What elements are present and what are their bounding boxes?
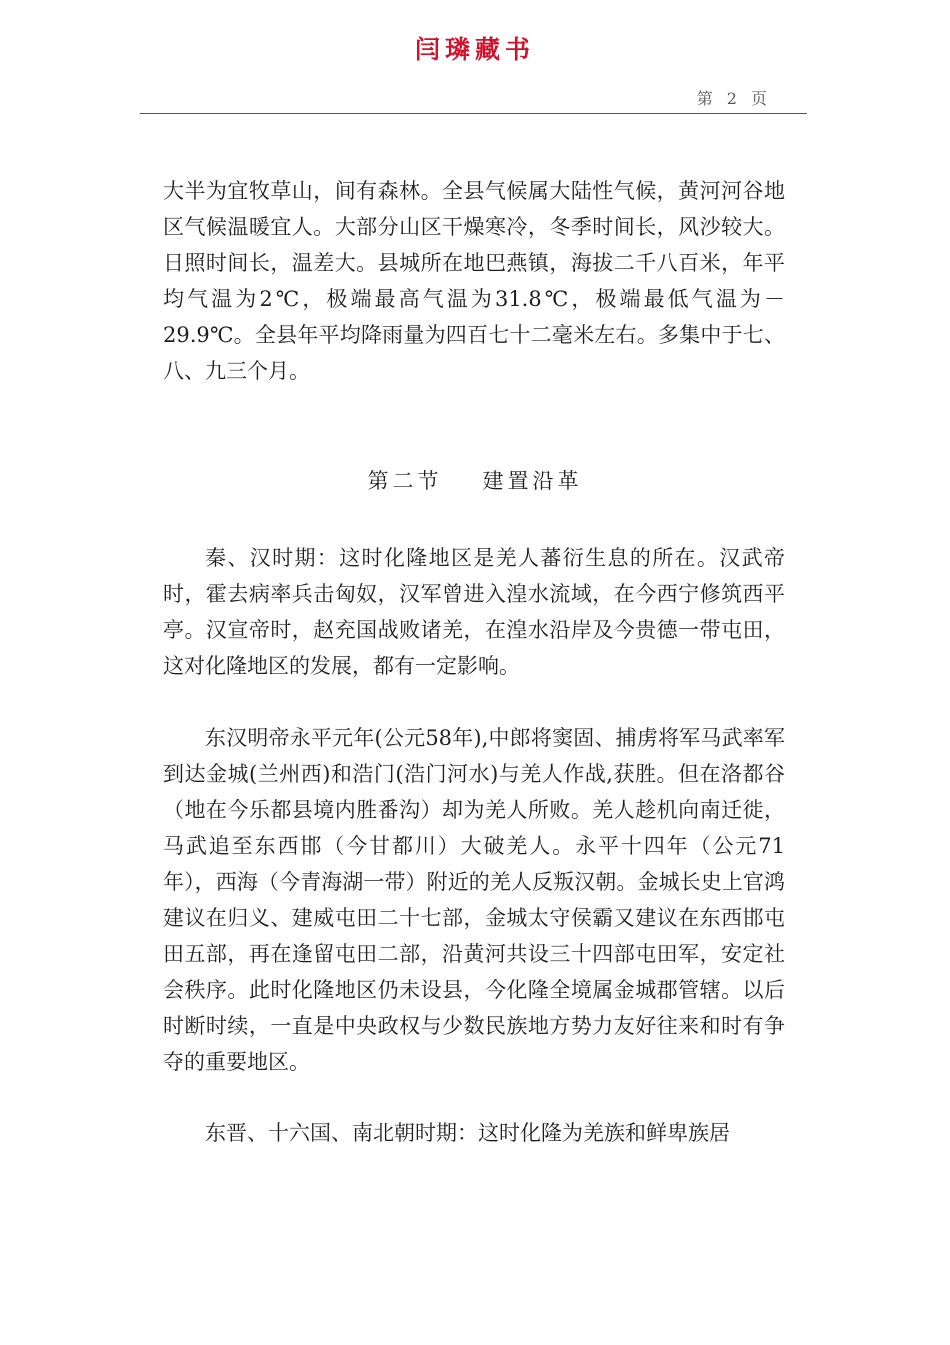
page-number-prefix: 第: [696, 89, 715, 108]
page-number-value: 2: [726, 89, 739, 108]
section-number: 第二节: [367, 469, 443, 493]
paragraph-eastern-han: 东汉明帝永平元年(公元58年),中郎将窦固、捕虏将军马武率军到达金城(兰州西)和浩门(浩门河水)与羌人作战,获胜。但在洛都谷（地在今乐都县境内胜番沟）却为羌人所败。羌人趁机向南迁徙，马武追至东西邯（今甘都川）大破羌人。永平十四年（公元71年），西海（今青海湖一带）附近的羌人反叛汉朝。金城长史上官鸿建议在归义、建威屯田二十七部，金城太守侯霸又建议在东西邯屯田五部，再在逢留屯田二部，沿黄河共设三十四部屯田军，安定社会秩序。此时化隆地区仍未设县，今化隆全境属金城郡管辖。以后时断时续，一直是中央政权与少数民族地方势力友好往来和时有争夺的重要地区。: [163, 726, 785, 1074]
page-number: [691, 86, 775, 109]
section-title: 建置沿革: [482, 469, 583, 493]
paragraph-climate: 大半为宜牧草山，间有森林。全县气候属大陆性气候，黄河河谷地区气候温暖宜人。大部分山区干燥寒冷，冬季时间长，风沙较大。日照时间长，温差大。县城所在地巴燕镇，海拔二千八百米，年平均气温为2℃，极端最高气温为31.8℃，极端最低气温为－29.9℃。全县年平均降雨量为四百七十二毫米左右。多集中于七、八、九三个月。: [163, 179, 785, 383]
paragraph-eastern-jin: 东晋、十六国、南北朝时期：这时化隆为羌族和鲜卑族居: [205, 1121, 730, 1145]
page-number-suffix: 页: [750, 89, 769, 108]
collection-stamp-title: 闫璘藏书: [414, 35, 535, 64]
paragraph-qin-han: 秦、汉时期：这时化隆地区是羌人蕃衍生息的所在。汉武帝时，霍去病率兵击匈奴，汉军曾进入湟水流域，在今西宁修筑西平亭。汉宣帝时，赵充国战败诸羌，在湟水沿岸及今贵德一带屯田，这对化隆地区的发展，都有一定影响。: [163, 546, 785, 678]
section-heading: [0, 465, 950, 495]
header-divider: [140, 113, 807, 114]
